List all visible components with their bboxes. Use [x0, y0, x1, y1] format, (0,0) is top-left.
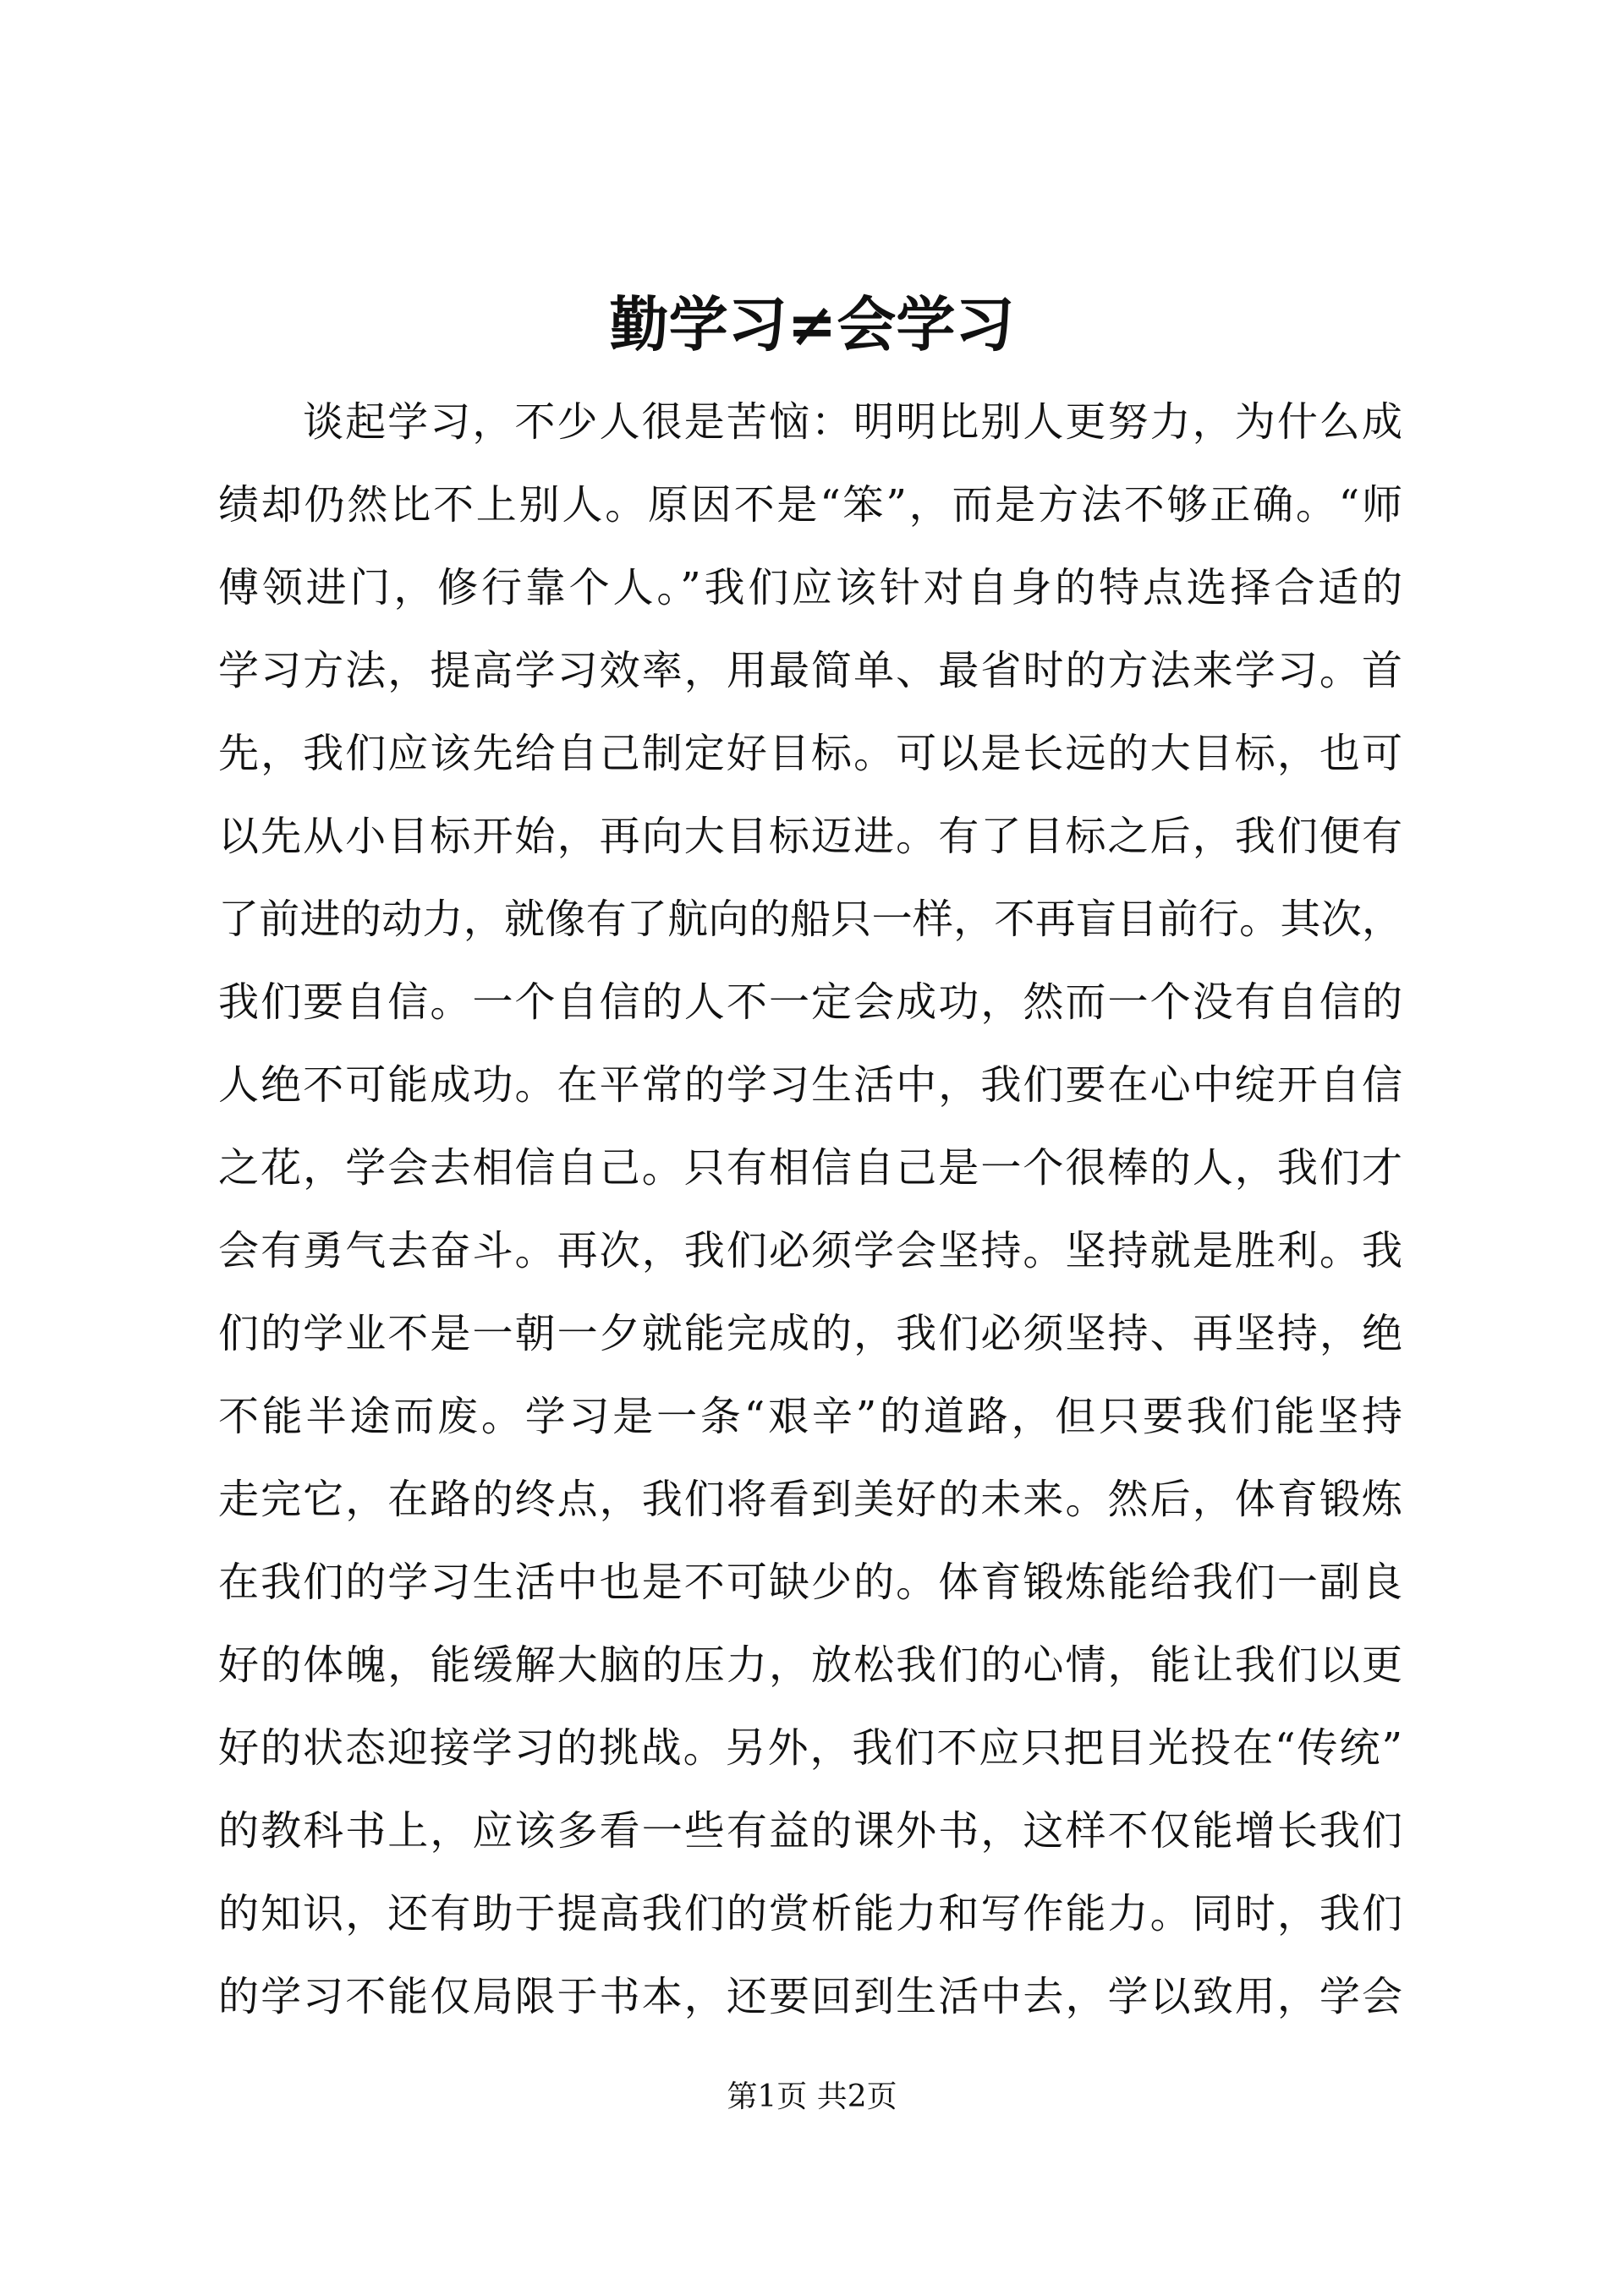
body-line: 好的体魄，能缓解大脑的压力，放松我们的心情，能让我们以更	[218, 1641, 1402, 1689]
body-line: 先，我们应该先给自己制定好目标。可以是长远的大目标，也可	[218, 730, 1402, 777]
body-line: 人绝不可能成功。在平常的学习生活中，我们要在心中绽开自信	[218, 1061, 1402, 1109]
document-title: 勤学习≠会学习	[609, 289, 1015, 359]
body-line: 好的状态迎接学习的挑战。另外，我们不应只把目光投在“传统”	[218, 1724, 1402, 1772]
body-line: 的知识，还有助于提高我们的赏析能力和写作能力。同时，我们	[218, 1890, 1402, 1937]
body-line: 走完它，在路的终点，我们将看到美好的未来。然后，体育锻炼	[218, 1476, 1402, 1523]
body-line: 在我们的学习生活中也是不可缺少的。体育锻炼能给我们一副良	[218, 1559, 1402, 1606]
body-line: 了前进的动力，就像有了航向的船只一样，不再盲目前行。其次，	[218, 896, 1402, 943]
body-line: 们的学业不是一朝一夕就能完成的，我们必须坚持、再坚持，绝	[218, 1310, 1402, 1357]
body-line: 绩却仍然比不上别人。原因不是“笨”，而是方法不够正确。“师	[218, 481, 1402, 529]
body-line: 学习方法，提高学习效率，用最简单、最省时的方法来学习。首	[218, 647, 1402, 694]
body-line: 以先从小目标开始，再向大目标迈进。有了目标之后，我们便有	[218, 813, 1402, 860]
body-line: 不能半途而废。学习是一条“艰辛”的道路，但只要我们能坚持	[218, 1393, 1402, 1440]
page-footer: 第1页 共2页	[727, 2080, 897, 2114]
body-line: 的学习不能仅局限于书本，还要回到生活中去，学以致用，学会	[218, 1973, 1402, 2020]
body-line: 之花，学会去相信自己。只有相信自己是一个很棒的人，我们才	[218, 1144, 1402, 1192]
body-line: 我们要自信。一个自信的人不一定会成功，然而一个没有自信的	[218, 978, 1402, 1026]
body-line: 傅领进门，修行靠个人。”我们应该针对自身的特点选择合适的	[218, 564, 1402, 611]
body-line: 的教科书上，应该多看一些有益的课外书，这样不仅能增长我们	[218, 1807, 1402, 1855]
body-line: 谈起学习，不少人很是苦恼：明明比别人更努力，为什么成	[303, 398, 1402, 446]
body-line: 会有勇气去奋斗。再次，我们必须学会坚持。坚持就是胜利。我	[218, 1227, 1402, 1274]
document-body	[218, 381, 1402, 2038]
